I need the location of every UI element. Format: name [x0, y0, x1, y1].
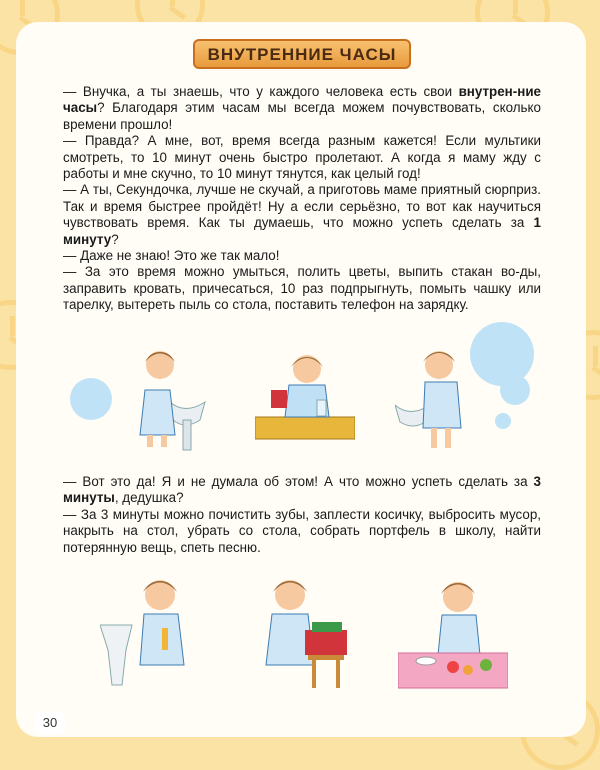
- girl-washing-hands-illustration: [395, 340, 475, 455]
- girl-packing-schoolbag-illustration: [250, 570, 360, 690]
- decor-circle: [495, 413, 511, 429]
- paragraph: — Внучка, а ты знаешь, что у каждого человека есть свои внутрен-ние часы? Благодаря этим часам мы всегда можем почувствовать, сколько времени прошло!: [63, 84, 541, 132]
- decor-circle: [470, 322, 534, 386]
- girl-setting-table-illustration: [398, 575, 508, 690]
- paragraph: — Вот это да! Я и не думала об этом! А что можно успеть сделать за 3 минуты, дедушка?: [63, 474, 541, 506]
- girl-pouring-water-illustration: [255, 345, 355, 450]
- girl-brushing-teeth-illustration: [100, 570, 195, 690]
- paragraph: — Правда? А мне, вот, время всегда разным кажется! Если мультики смотреть, то 10 минут очень быстро пролетают. А когда я маму жду с работы и мне скучно, то 10 минут тянутся, как целый год!: [63, 133, 541, 182]
- girl-washing-face-illustration: [125, 340, 220, 455]
- paragraph: — А ты, Секундочка, лучше не скучай, а приготовь маме приятный сюрприз. Так и время быстрее пройдёт! Ну а если серьёзно, то вот как научиться чувствовать время. Как ты думаешь, что можно успеть сделать за 1 минуту?: [63, 182, 541, 247]
- page-title: ВНУТРЕННИЕ ЧАСЫ: [193, 39, 411, 69]
- paragraph: — За 3 минуты можно почистить зубы, заплести косичку, выбросить мусор, накрыть на стол, убрать со стола, собрать портфель в школу, найти потерянную вещь, спеть песню.: [63, 506, 541, 555]
- dialogue-block-1: [63, 84, 541, 314]
- paragraph: — Даже не знаю! Это же так мало!: [63, 248, 280, 264]
- paragraph: — За это время можно умыться, полить цветы, выпить стакан во-ды, заправить кровать, причесаться, 10 раз подпрыгнуть, помыть чашку или тарелку, вытереть пыль со стола, поставить телефон на зарядку.: [63, 264, 541, 313]
- decor-circle: [70, 378, 112, 420]
- dialogue-block-2: [63, 474, 541, 556]
- decor-circle: [500, 375, 530, 405]
- page-number: 30: [35, 712, 65, 734]
